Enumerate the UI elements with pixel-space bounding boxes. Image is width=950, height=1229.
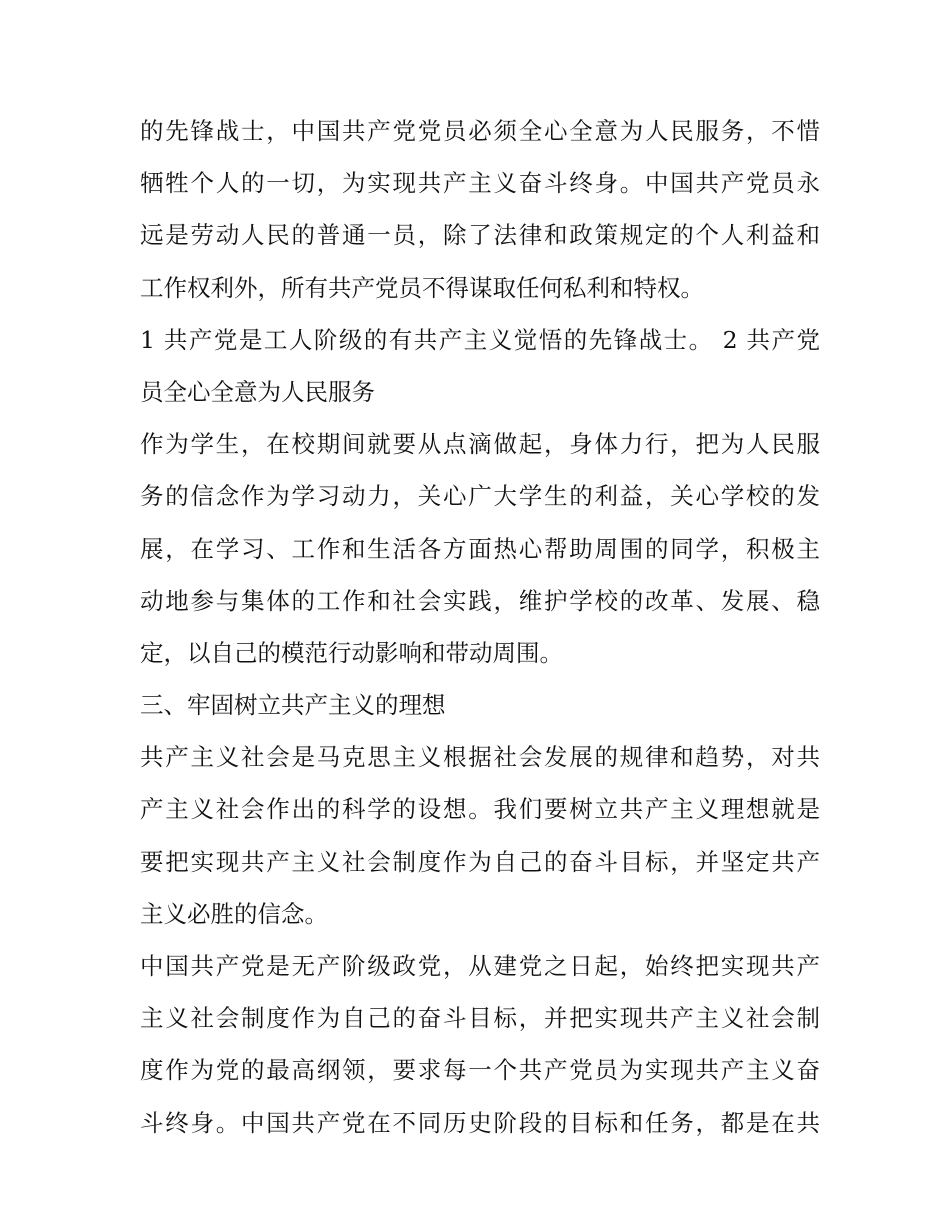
text-line: 主义必胜的信念。 (140, 899, 328, 928)
text-line: 1 共产党是工人阶级的有共产主义觉悟的先锋战士。 2 共产党 (140, 325, 820, 354)
text-line: 员全心全意为人民服务 (140, 377, 375, 406)
text-line: 牺牲个人的一切，为实现共产主义奋斗终身。中国共产党员永 (140, 169, 820, 198)
text-line: 展，在学习、工作和生活各方面热心帮助周围的同学，积极主 (140, 534, 820, 563)
text-line: 工作权利外，所有共产党员不得谋取任何私利和特权。 (140, 273, 704, 302)
text-line: 共产主义社会是马克思主义根据社会发展的规律和趋势，对共 (140, 743, 820, 772)
body-text (140, 105, 820, 1149)
text-line: 斗终身。中国共产党在不同历史阶段的目标和任务，都是在共 (140, 1108, 820, 1137)
section-heading: 三、牢固树立共产主义的理想 (140, 691, 446, 720)
text-line: 主义社会制度作为自己的奋斗目标，并把实现共产主义社会制 (140, 1004, 820, 1033)
text-line: 作为学生，在校期间就要从点滴做起，身体力行，把为人民服 (140, 430, 820, 459)
text-line: 度作为党的最高纲领，要求每一个共产党员为实现共产主义奋 (140, 1056, 820, 1085)
text-line: 定，以自己的模范行动影响和带动周围。 (140, 638, 563, 667)
text-line: 的先锋战士，中国共产党党员必须全心全意为人民服务，不惜 (140, 117, 820, 145)
text-line: 要把实现共产主义社会制度作为自己的奋斗目标，并坚定共产 (140, 847, 820, 876)
text-line: 远是劳动人民的普通一员，除了法律和政策规定的个人利益和 (140, 221, 820, 250)
text-line: 中国共产党是无产阶级政党，从建党之日起，始终把实现共产 (140, 952, 820, 980)
text-line: 务的信念作为学习动力，关心广大学生的利益，关心学校的发 (140, 482, 820, 511)
text-line: 动地参与集体的工作和社会实践，维护学校的改革、发展、稳 (140, 586, 820, 615)
text-line: 产主义社会作出的科学的设想。我们要树立共产主义理想就是 (140, 795, 820, 824)
